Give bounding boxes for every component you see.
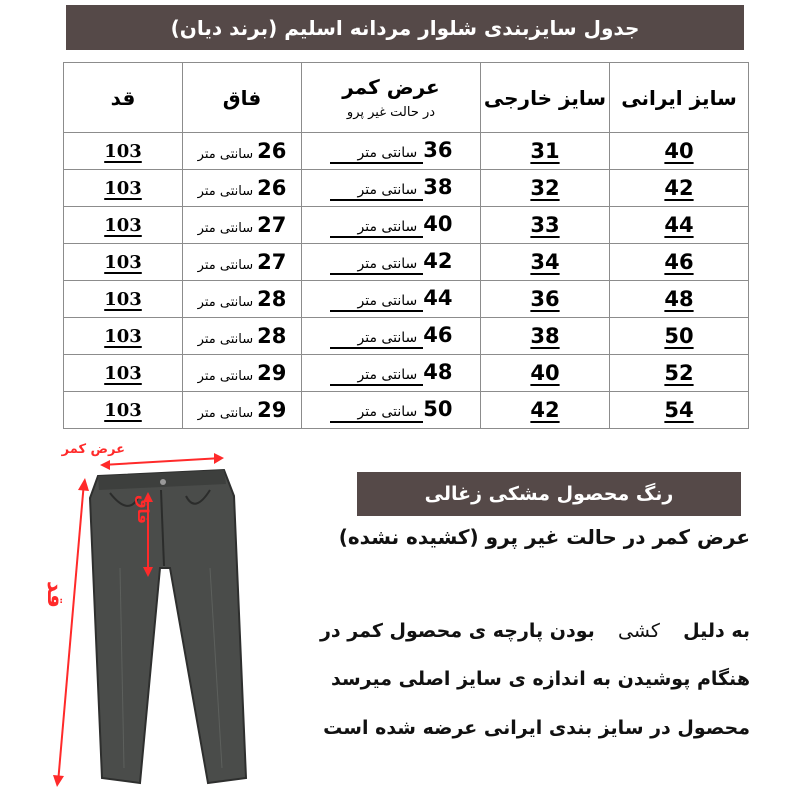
cell-waist: 44سانتی متر <box>302 281 481 318</box>
cell-iran-size: 40 <box>610 133 749 170</box>
header-waist-sub: در حالت غیر پرو <box>346 105 436 120</box>
description-line-1 <box>320 620 750 642</box>
length-arrow <box>58 482 84 783</box>
cell-waist: 48سانتی متر <box>302 355 481 392</box>
cell-rise: 27سانتی متر <box>183 207 302 244</box>
cell-length: 103 <box>64 244 183 281</box>
cell-length: 103 <box>64 207 183 244</box>
cell-foreign-size: 42 <box>481 392 610 429</box>
color-banner <box>357 472 741 516</box>
cell-rise: 27سانتی متر <box>183 244 302 281</box>
jeans-diagram <box>20 438 280 798</box>
cell-rise: 28سانتی متر <box>183 318 302 355</box>
table-row <box>64 133 749 170</box>
cell-length: 103 <box>64 170 183 207</box>
cell-foreign-size: 36 <box>481 281 610 318</box>
cell-length: 103 <box>64 355 183 392</box>
description-line-2: هنگام پوشیدن به اندازه ی سایز اصلی میرسد <box>330 668 750 690</box>
table-row <box>64 392 749 429</box>
cell-iran-size: 44 <box>610 207 749 244</box>
cell-iran-size: 42 <box>610 170 749 207</box>
cell-iran-size: 48 <box>610 281 749 318</box>
cell-iran-size: 54 <box>610 392 749 429</box>
cell-rise: 29سانتی متر <box>183 355 302 392</box>
cell-waist: 42سانتی متر <box>302 244 481 281</box>
cell-waist: 38سانتی متر <box>302 170 481 207</box>
cell-rise: 29سانتی متر <box>183 392 302 429</box>
cell-length: 103 <box>64 281 183 318</box>
cell-foreign-size: 32 <box>481 170 610 207</box>
waist-arrow <box>102 458 222 465</box>
cell-iran-size: 50 <box>610 318 749 355</box>
length-label: قد <box>42 580 67 608</box>
cell-waist: 36سانتی متر <box>302 133 481 170</box>
color-text: رنگ محصول مشکی زغالی <box>424 483 674 505</box>
header-rise: فاق <box>183 63 302 133</box>
cell-length: 103 <box>64 133 183 170</box>
table-row <box>64 244 749 281</box>
table-row <box>64 355 749 392</box>
table-row <box>64 170 749 207</box>
cell-waist: 40سانتی متر <box>302 207 481 244</box>
cell-rise: 26سانتی متر <box>183 170 302 207</box>
cell-iran-size: 46 <box>610 244 749 281</box>
cell-iran-size: 52 <box>610 355 749 392</box>
waist-label: عرض کمر <box>61 442 125 457</box>
cell-foreign-size: 34 <box>481 244 610 281</box>
jeans-image <box>90 470 246 783</box>
cell-rise: 28سانتی متر <box>183 281 302 318</box>
description-line-3: محصول در سایز بندی ایرانی عرضه شده است <box>323 717 750 739</box>
cell-rise: 26سانتی متر <box>183 133 302 170</box>
page-title: جدول سایزبندی شلوار مردانه اسلیم (برند دیان) <box>170 15 640 40</box>
table-row <box>64 281 749 318</box>
table-row <box>64 207 749 244</box>
description-line-1b: کشی <box>618 620 660 642</box>
size-table <box>63 62 749 429</box>
cell-length: 103 <box>64 318 183 355</box>
header-iran-size: سایز ایرانی <box>610 63 749 133</box>
description-line-1c: بودن پارچه ی محصول کمر در <box>319 620 595 642</box>
description-line-1a: به دلیل <box>683 620 750 642</box>
header-length: قد <box>64 63 183 133</box>
header-foreign-size: سایز خارجی <box>481 63 610 133</box>
cell-foreign-size: 38 <box>481 318 610 355</box>
rise-label: فاق <box>134 495 152 524</box>
title-banner <box>66 5 744 50</box>
cell-foreign-size: 33 <box>481 207 610 244</box>
cell-length: 103 <box>64 392 183 429</box>
waist-note: عرض کمر در حالت غیر پرو (کشیده نشده) <box>338 525 750 549</box>
table-header-row <box>64 63 749 133</box>
table-row <box>64 318 749 355</box>
cell-waist: 46سانتی متر <box>302 318 481 355</box>
cell-waist: 50سانتی متر <box>302 392 481 429</box>
cell-foreign-size: 40 <box>481 355 610 392</box>
cell-foreign-size: 31 <box>481 133 610 170</box>
header-waist: عرض کمر در حالت غیر پرو <box>302 63 481 133</box>
